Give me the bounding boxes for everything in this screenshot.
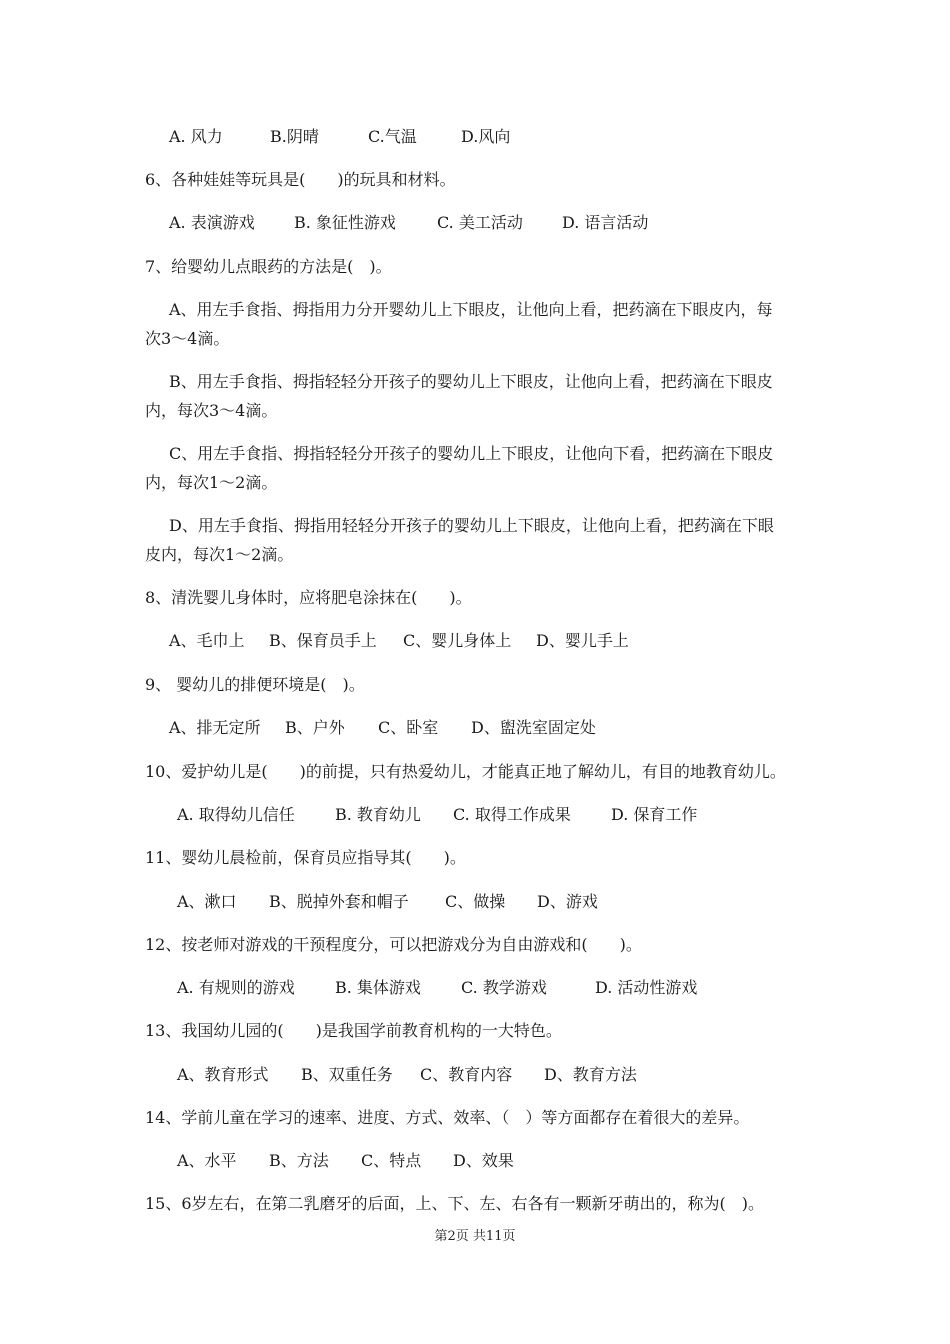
q6-option-c: C. 美工活动 (437, 213, 523, 232)
q8-option-a: A、毛巾上 (169, 631, 245, 650)
q6-option-d: D. 语言活动 (562, 213, 649, 232)
q12-option-a: A. 有规则的游戏 (177, 978, 295, 997)
q9-option-c: C、卧室 (378, 718, 439, 737)
q13-option-b: B、双重任务 (301, 1065, 393, 1084)
q10-option-b: B. 教育幼儿 (335, 805, 421, 824)
q8-option-b: B、保育员手上 (269, 631, 377, 650)
q8-option-d: D、婴儿手上 (536, 631, 629, 650)
q7-option-b-line1: B、用左手食指、拇指轻轻分开孩子的婴幼儿上下眼皮，让他向上看，把药滴在下眼皮 (169, 372, 773, 391)
q7-option-c-line1: C、用左手食指、拇指轻轻分开孩子的婴幼儿上下眼皮，让他向下看，把药滴在下眼皮 (169, 444, 774, 463)
q7-stem: 7、给婴幼儿点眼药的方法是( )。 (145, 257, 392, 276)
q12-stem: 12、按老师对游戏的干预程度分，可以把游戏分为自由游戏和( )。 (145, 935, 642, 954)
q13-option-d: D、教育方法 (544, 1065, 637, 1084)
q9-option-d: D、盥洗室固定处 (471, 718, 596, 737)
q12-option-b: B. 集体游戏 (335, 978, 421, 997)
q5-option-d: D.风向 (461, 127, 511, 146)
q5-option-b: B.阴晴 (270, 127, 319, 146)
q13-option-c: C、教育内容 (420, 1065, 513, 1084)
q13-stem: 13、我国幼儿园的( )是我国学前教育机构的一大特色。 (145, 1021, 562, 1040)
page-footer: 第2页 共11页 (434, 1229, 516, 1244)
q6-stem: 6、各种娃娃等玩具是( )的玩具和材料。 (145, 170, 456, 189)
q14-stem: 14、学前儿童在学习的速率、进度、方式、效率、（ ）等方面都存在着很大的差异。 (145, 1108, 750, 1127)
q14-option-c: C、特点 (361, 1151, 422, 1170)
q5-option-c: C.气温 (368, 127, 417, 146)
q11-option-c: C、做操 (445, 892, 506, 911)
q10-option-c: C. 取得工作成果 (453, 805, 571, 824)
q7-option-b-line2: 内，每次3～4滴。 (145, 401, 278, 420)
q9-option-a: A、排无定所 (169, 718, 261, 737)
q6-option-b: B. 象征性游戏 (294, 213, 396, 232)
q14-option-a: A、水平 (177, 1151, 237, 1170)
q10-stem: 10、爱护幼儿是( )的前提，只有热爱幼儿，才能真正地了解幼儿，有目的地教育幼儿。 (145, 762, 786, 781)
q10-option-a: A. 取得幼儿信任 (177, 805, 295, 824)
q7-option-a-line2: 次3～4滴。 (145, 329, 230, 348)
q7-option-d-line1: D、用左手食指、拇指用轻轻分开孩子的婴幼儿上下眼皮，让他向上看，把药滴在下眼 (169, 516, 774, 535)
q11-option-b: B、脱掉外套和帽子 (269, 892, 409, 911)
q7-option-d-line2: 皮内，每次1～2滴。 (145, 545, 294, 564)
q6-option-a: A. 表演游戏 (169, 213, 255, 232)
q8-option-c: C、婴儿身体上 (403, 631, 512, 650)
q14-option-d: D、效果 (453, 1151, 514, 1170)
q11-option-a: A、漱口 (177, 892, 237, 911)
q9-option-b: B、户外 (285, 718, 345, 737)
q7-option-c-line2: 内，每次1～2滴。 (145, 473, 278, 492)
q14-option-b: B、方法 (269, 1151, 329, 1170)
q10-option-d: D. 保育工作 (611, 805, 698, 824)
q5-option-a: A. 风力 (169, 127, 223, 146)
q9-stem: 9、 婴幼儿的排便环境是( )。 (145, 675, 365, 694)
q13-option-a: A、教育形式 (177, 1065, 269, 1084)
q15-stem: 15、6岁左右，在第二乳磨牙的后面，上、下、左、右各有一颗新牙萌出的，称为( )。 (145, 1194, 765, 1213)
q12-option-c: C. 教学游戏 (461, 978, 547, 997)
q7-option-a-line1: A、用左手食指、拇指用力分开婴幼儿上下眼皮，让他向上看，把药滴在下眼皮内，每 (169, 300, 773, 319)
q12-option-d: D. 活动性游戏 (595, 978, 698, 997)
q8-stem: 8、清洗婴儿身体时，应将肥皂涂抹在( )。 (145, 588, 472, 607)
q11-stem: 11、婴幼儿晨检前，保育员应指导其( )。 (145, 848, 466, 867)
q11-option-d: D、游戏 (537, 892, 598, 911)
